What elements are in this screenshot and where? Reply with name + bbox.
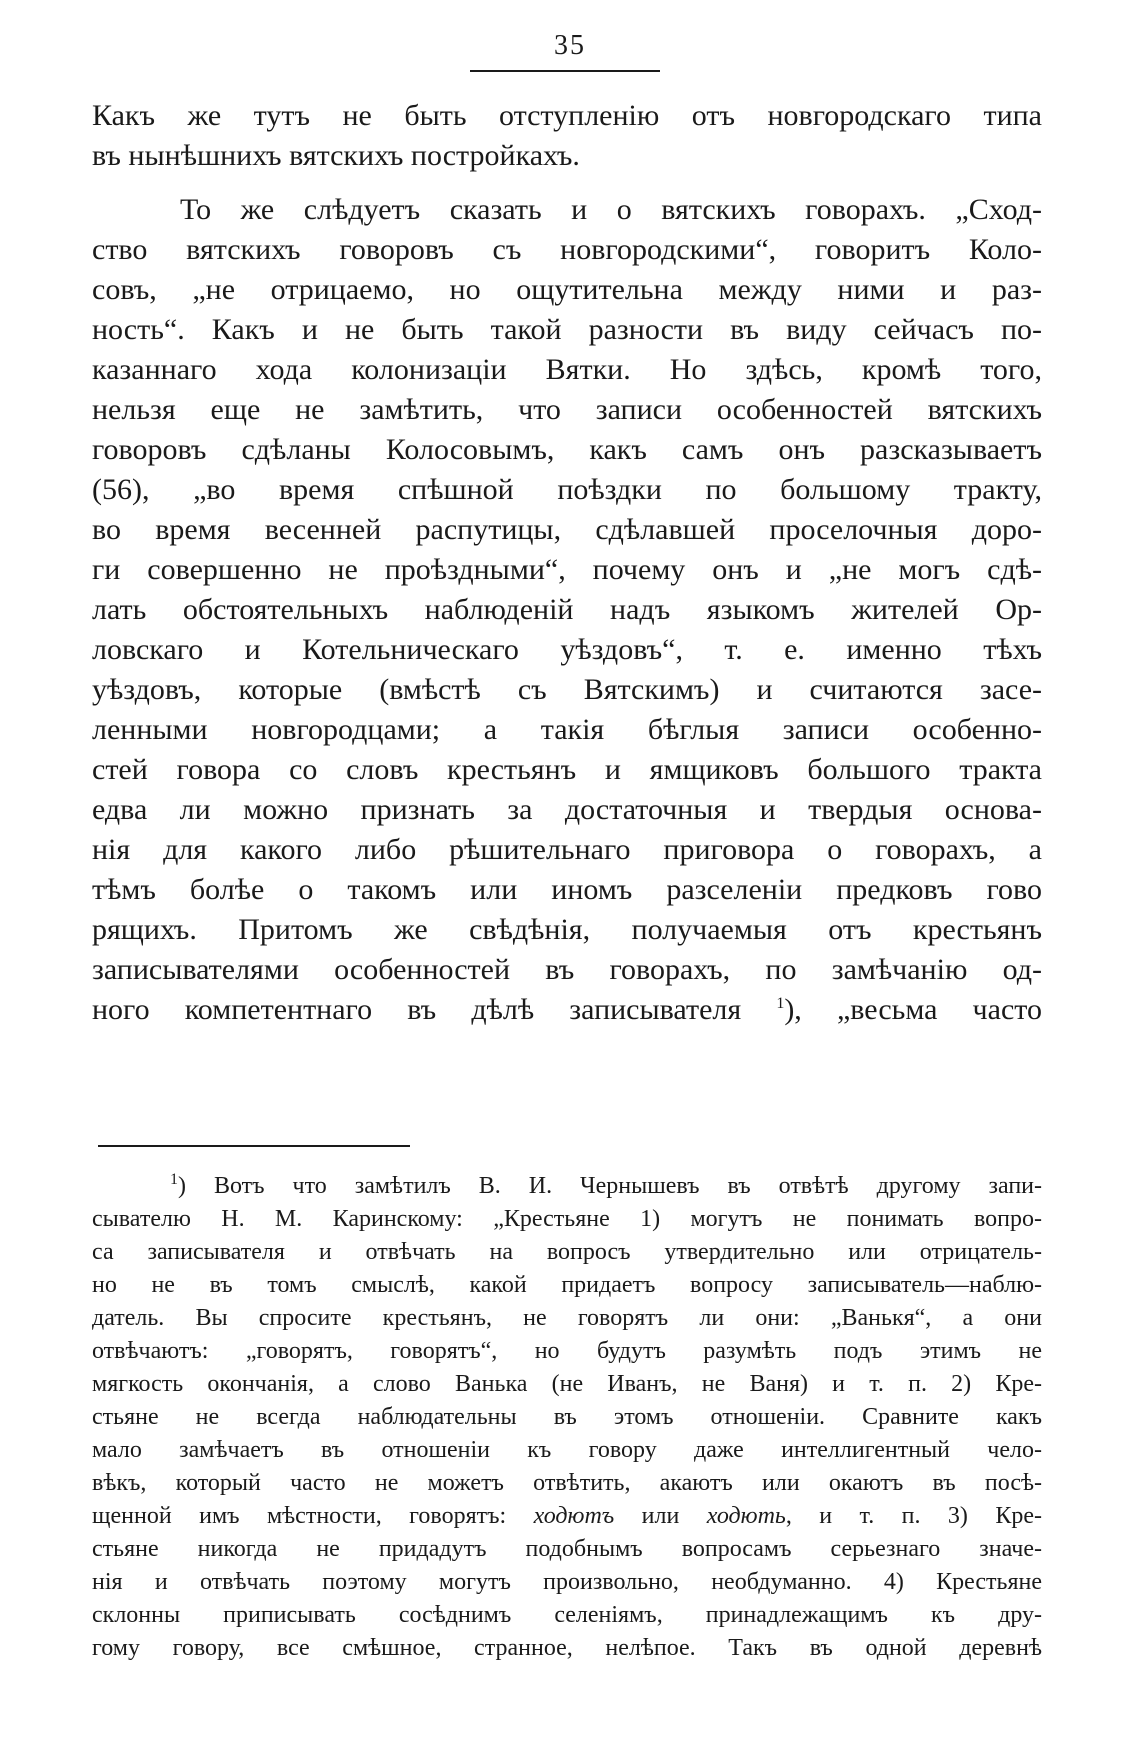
text-line: совъ, „не отрицаемо, но ощутительна между ними и раз-	[92, 273, 1042, 306]
text-line: ленными новгородцами; а такія бѣглыя записи особенно-	[92, 713, 1042, 746]
text-line: ство вятскихъ говоровъ съ новгородскими“, говоритъ Коло-	[92, 233, 1042, 266]
text-line-with-footnote-ref	[92, 990, 1042, 1030]
text-fragment: щенной имъ мѣстности, говорятъ:	[92, 1503, 507, 1529]
text-fragment: ) Вотъ что замѣтилъ В. И. Чернышевъ въ отвѣтѣ другому запи-	[178, 1173, 1042, 1199]
footnote-line: сывателю Н. М. Каринскому: „Крестьяне 1) могутъ не понимать вопро-	[92, 1206, 1042, 1232]
text-line: говоровъ сдѣланы Колосовымъ, какъ самъ онъ разсказываетъ	[92, 433, 1042, 466]
footnote-line: нія и отвѣчать поэтому могутъ произвольно, необдуманно. 4) Крестьяне	[92, 1569, 1042, 1595]
text-line: (56), „во время спѣшной поѣздки по большому тракту,	[92, 473, 1042, 506]
paragraph-gap	[92, 176, 1042, 190]
footnote-rule	[98, 1145, 410, 1147]
main-text	[92, 96, 1042, 1030]
text-line: уѣздовъ, которые (вмѣстѣ съ Вятскимъ) и считаются засе-	[92, 673, 1042, 706]
text-line: Какъ же тутъ не быть отступленію отъ новгородскаго типа	[92, 99, 1042, 132]
text-line: То же слѣдуетъ сказать и о вятскихъ говорахъ. „Сход-	[180, 193, 1042, 226]
text-line: рящихъ. Притомъ же свѣдѣнія, получаемыя отъ крестьянъ	[92, 913, 1042, 946]
text-line: ловскаго и Котельническаго уѣздовъ“, т. е. именно тѣхъ	[92, 633, 1042, 666]
footnote-line: вѣкъ, который часто не можетъ отвѣтить, акаютъ или окаютъ въ посѣ-	[92, 1470, 1042, 1496]
footnote-line: но не въ томъ смыслѣ, какой придаетъ вопросу записыватель—наблю-	[92, 1272, 1042, 1298]
text-line: нія для какого либо рѣшительнаго приговора о говорахъ, а	[92, 833, 1042, 866]
footnote-line: гому говору, все смѣшное, странное, нелѣпое. Такъ въ одной деревнѣ	[92, 1635, 1042, 1661]
text-fragment: или	[641, 1503, 680, 1529]
footnote-line: мало замѣчаетъ въ отношеніи къ говору даже интеллигентный чело-	[92, 1437, 1042, 1463]
text-line: въ нынѣшнихъ вятскихъ постройкахъ.	[92, 139, 580, 172]
text-line: записывателями особенностей въ говорахъ, по замѣчанію од-	[92, 953, 1042, 986]
footnote-line: мягкость окончанія, а слово Ванька (не Иванъ, не Ваня) и т. п. 2) Кре-	[92, 1371, 1042, 1397]
footnote-line: датель. Вы спросите крестьянъ, не говорятъ ли они: „Ванькя“, а они	[92, 1305, 1042, 1331]
footnote-line: отвѣчаютъ: „говорятъ, говорятъ“, но будутъ разумѣть подъ этимъ не	[92, 1338, 1042, 1364]
footnote-line: стьяне не всегда наблюдательны въ этомъ отношеніи. Сравните какъ	[92, 1404, 1042, 1430]
footnote-line	[92, 1170, 1042, 1203]
footnote-marker: 1	[170, 1171, 178, 1188]
text-line: нельзя еще не замѣтить, что записи особенностей вятскихъ	[92, 393, 1042, 426]
footnote-ref: 1	[776, 995, 785, 1012]
footnote-line-with-italics	[92, 1500, 1042, 1533]
text-line: стей говора со словъ крестьянъ и ямщиковъ большого тракта	[92, 753, 1042, 786]
footnote-line: са записывателя и отвѣчать на вопросъ утвердительно или отрицатель-	[92, 1239, 1042, 1265]
footnote-line: склонны приписывать сосѣднимъ селеніямъ, принадлежащимъ къ дру-	[92, 1602, 1042, 1628]
text-line: ги совершенно не проѣздными“, почему онъ и „не могъ сдѣ-	[92, 553, 1042, 586]
italic-word: ходють	[706, 1503, 786, 1529]
text-fragment: ), „весьма часто	[784, 993, 1042, 1026]
italic-word: ходютъ	[533, 1503, 615, 1529]
text-line: тѣмъ болѣе о такомъ или иномъ разселеніи предковъ гово	[92, 873, 1042, 906]
text-fragment: ного компетентнаго въ дѣлѣ записывателя	[92, 993, 742, 1026]
footnote	[92, 1170, 1042, 1665]
text-fragment: , и т. п. 3) Кре-	[785, 1503, 1043, 1529]
footnote-line: стьяне никогда не придадутъ подобнымъ вопросамъ серьезнаго значе-	[92, 1536, 1042, 1562]
text-line: во время весенней распутицы, сдѣлавшей проселочныя доро-	[92, 513, 1042, 546]
page-number: 35	[554, 30, 586, 61]
text-line: едва ли можно признать за достаточныя и твердыя основа-	[92, 793, 1042, 826]
header-rule	[470, 70, 660, 72]
text-line: лать обстоятельныхъ наблюденій надъ языкомъ жителей Ор-	[92, 593, 1042, 626]
text-line: ность“. Какъ и не быть такой разности въ виду сейчасъ по-	[92, 313, 1042, 346]
text-line: казаннаго хода колонизаціи Вятки. Но здѣсь, кромѣ того,	[92, 353, 1042, 386]
